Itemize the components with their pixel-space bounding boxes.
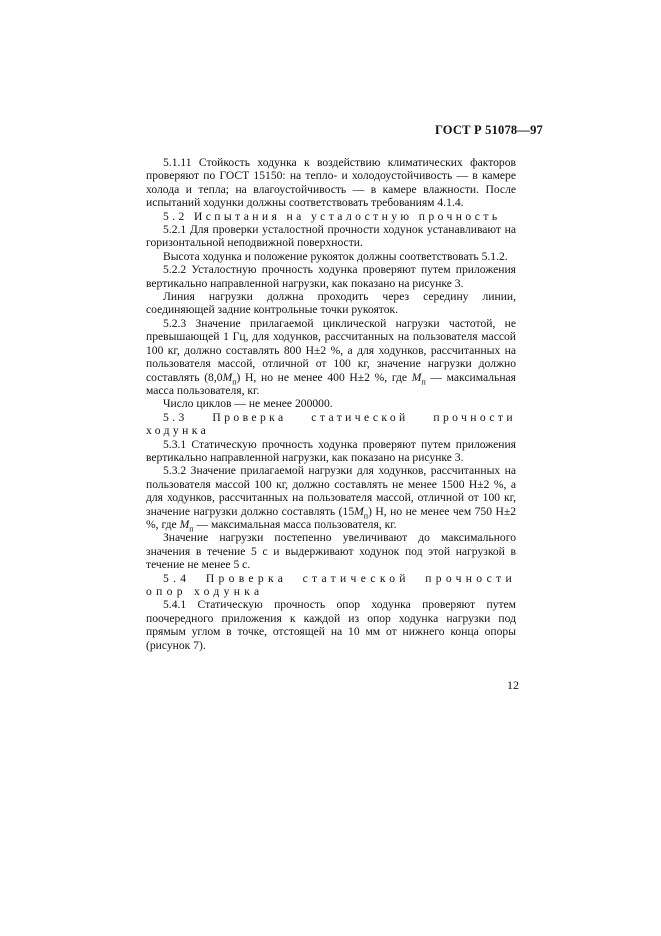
paragraph-5-3-2-part-b: ) Н, но не менее чем 750 Н±2 %, где xyxy=(146,504,516,531)
paragraph-5-1-11: 5.1.11 Стойкость ходунка к воздействию климатических факторов проверяют по ГОСТ 15150: на тепло- и холодоустойчивость — в камере холода и тепла; на влагоустойчивость — в камере влажности. После испытаний ходунки должны соответствовать требованиям 4.1.4. xyxy=(146,156,516,210)
paragraph-5-2-3-part-c: — максимальная масса пользователя, кг. xyxy=(146,370,517,397)
section-heading-5-3: 5.3 Проверка статической прочности ходунка xyxy=(146,410,516,438)
paragraph-5-4-1: 5.4.1 Статическую прочность опор ходунка проверяют путем поочередного приложения к каждой из опор ходунка нагрузки под прямым углом в точке, отстоящей на 10 мм от нижнего конца опоры (рисунок 7). xyxy=(146,598,516,652)
paragraph-5-2-2-continued: Линия нагрузки должна проходить через середину линии, соединяющей задние контрольные точки рукояток. xyxy=(146,290,516,317)
mass-subscript: п xyxy=(421,376,426,386)
paragraph-5-3-2-part-c: — максимальная масса пользователя, кг. xyxy=(193,517,397,531)
mass-symbol: M xyxy=(411,370,422,384)
mass-subscript: п xyxy=(232,376,237,386)
paragraph-5-2-2: 5.2.2 Усталостную прочность ходунка проверяют путем приложения вертикально направленной нагрузки, как показано на рисунке 3. xyxy=(146,263,516,290)
paragraph-5-2-3-part-a: 5.2.3 Значение прилагаемой циклической нагрузки частотой, не превышающей 1 Гц, для ходунков, рассчитанных на пользователя массой 100 кг, должно составлять 800 Н±2 %, а для ходунков, рассчитанных на пользователя массой, отличной от 100 кг, значение нагрузки должно составлять (8,0 xyxy=(146,316,516,384)
section-heading-5-2: 5.2 Испытания на усталостную прочность xyxy=(163,209,501,223)
mass-subscript: п xyxy=(363,510,369,520)
section-heading-5-4: 5.4 Проверка статической прочности опор ходунка xyxy=(146,571,516,598)
paragraph-5-3-2-continued: Значение нагрузки постепенно увеличивают до максимального значения в течение 5 с и выдерживают ходунок под этой нагрузкой в течение не менее 5 с. xyxy=(146,531,516,572)
document-body xyxy=(146,156,516,652)
mass-symbol: M xyxy=(222,370,233,384)
paragraph-5-2-1: 5.2.1 Для проверки усталостной прочности ходунок устанавливают на горизонтальной неподвижной поверхности. xyxy=(146,223,516,250)
paragraph-5-2-3-part-b: ) Н, но не менее 400 Н±2 %, где xyxy=(236,370,408,384)
mass-subscript: п xyxy=(189,524,194,534)
mass-symbol: M xyxy=(179,517,190,531)
paragraph-5-2-3-cycles: Число циклов — не менее 200000. xyxy=(163,397,333,411)
page-number: 12 xyxy=(507,678,519,692)
paragraph-5-3-2 xyxy=(146,464,516,534)
paragraph-5-2-1-continued: Высота ходунка и положение рукояток должны соответствовать 5.1.2. xyxy=(163,249,508,263)
paragraph-5-2-3 xyxy=(146,317,516,397)
paragraph-5-3-2-part-a: 5.3.2 Значение прилагаемой нагрузки для ходунков, рассчитанных на пользователя массой 100 кг, должно составлять не менее 1500 Н±2 %, а для ходунков, рассчитанных на пользователя массой, отличной от 100 кг, значение нагрузки должно составлять (15 xyxy=(146,464,516,518)
mass-symbol: M xyxy=(354,504,364,518)
document-header: ГОСТ Р 51078—97 xyxy=(434,123,543,137)
paragraph-5-3-1: 5.3.1 Статическую прочность ходунка проверяют путем приложения вертикально направленной нагрузки, как показано на рисунке 3. xyxy=(146,437,516,464)
